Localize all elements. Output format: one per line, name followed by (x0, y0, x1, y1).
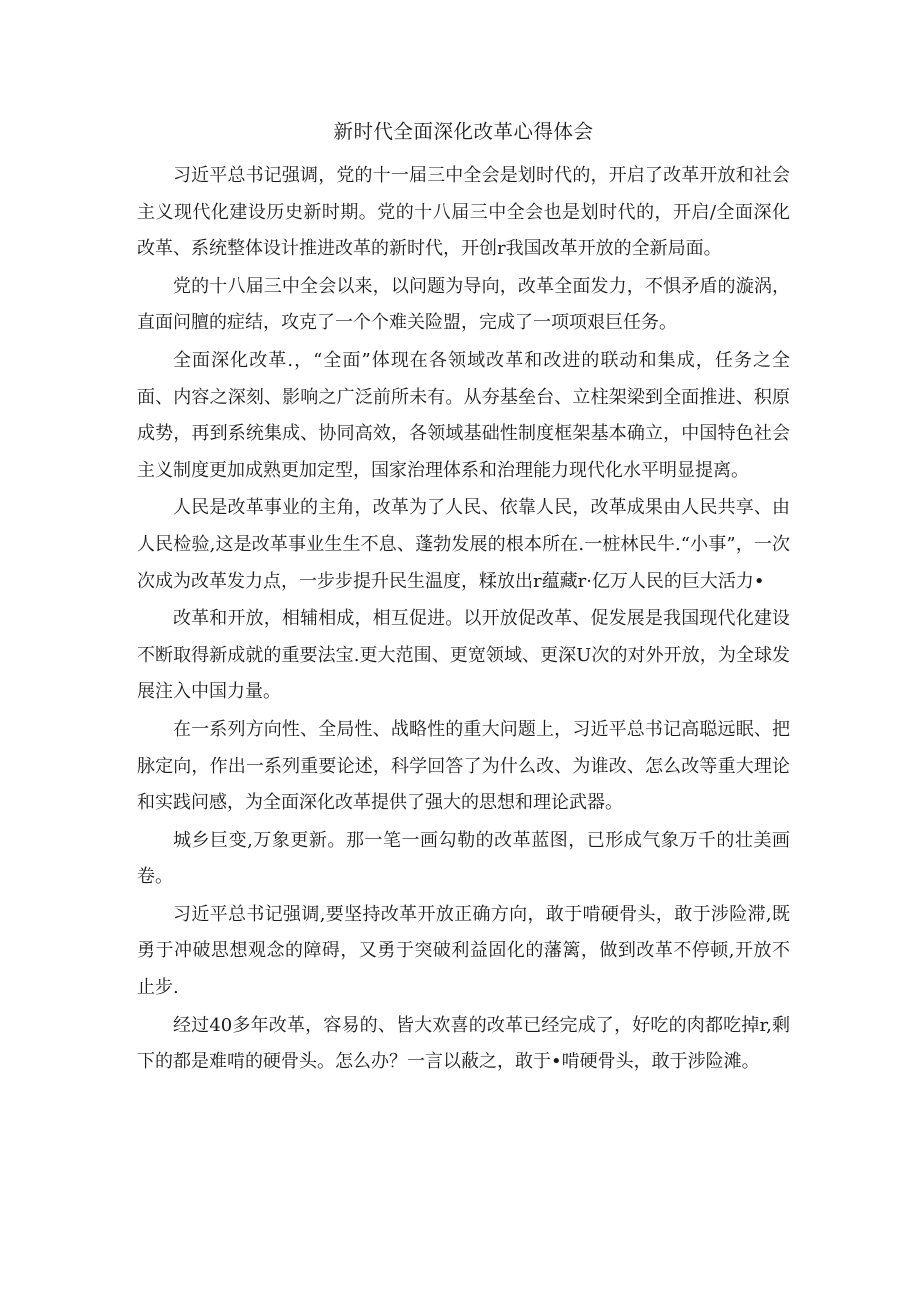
paragraph: 习近平总书记强调,要坚持改革开放正确方向，敢于啃硬骨头，敢于涉险滞,既勇于冲破思想观念的障碍，又勇于突破利益固化的藩篱，做到改革不停顿,开放不止步. (137, 903, 790, 999)
paragraph: 在一系列方向性、全局性、战略性的重大问题上，习近平总书记高聪远眠、把脉定向，作出一系列重要论述，科学回答了为什么改、为谁改、怎么改等重大理论和实践问感，为全面深化改革提供了强大的思想和理论武器。 (137, 718, 790, 814)
paragraph: 经过40多年改革，容易的、皆大欢喜的改革已经完成了，好吃的肉都吃掉r,剩下的都是难啃的硬骨头。怎么办？一言以蔽之，敢于•啃硬骨头，敢于涉险滩。 (137, 1014, 790, 1073)
paragraph: 人民是改革事业的主角，改革为了人民、依靠人民，改革成果由人民共享、由人民检验,这是改革事业生生不息、蓬勃发展的根本所在.一桩林民牛.“小事”，一次次成为改革发力点，一步步提升民生温度，糅放出r蕴藏r·亿万人民的巨大活力• (137, 497, 790, 592)
document-title: 新时代全面深化改革心得体会 (333, 120, 594, 143)
paragraph: 城乡巨变,万象更新。那一笔一画勾勒的改革蓝图，已形成气象万千的壮美画卷。 (137, 829, 790, 888)
paragraph: 改革和开放，相辅相成，相互促进。以开放促改革、促发展是我国现代化建设不断取得新成就的重要法宝.更大范围、更宽领域、更深U次的对外开放，为全球发展注入中国力量。 (137, 608, 790, 703)
paragraph: 党的十八届三中全会以来，以问题为导向，改革全面发力，不惧矛盾的漩涡，直面问膻的症结，攻克了一个个难关险盟，完成了一项项艰巨任务。 (137, 275, 790, 334)
paragraph: 全面深化改革.，“全面”体现在各领域改革和改进的联动和集成，任务之全面、内容之深刻、影响之广泛前所未有。从夯基垒台、立柱架梁到全面推进、积原成势，再到系统集成、协同高效，各领域基础性制度框架基本确立，中国特色社会主义制度更加成熟更加定型，国家治理体系和治理能力现代化水平明显提离。 (137, 349, 790, 481)
paragraph: 习近平总书记强调，党的十一届三中全会是划时代的，开启了改革开放和社会主义现代化建设历史新时期。党的十八届三中全会也是划时代的，开启/全面深化改革、系统整体设计推进改革的新时代，开创r我国改革开放的全新局面。 (137, 165, 790, 260)
